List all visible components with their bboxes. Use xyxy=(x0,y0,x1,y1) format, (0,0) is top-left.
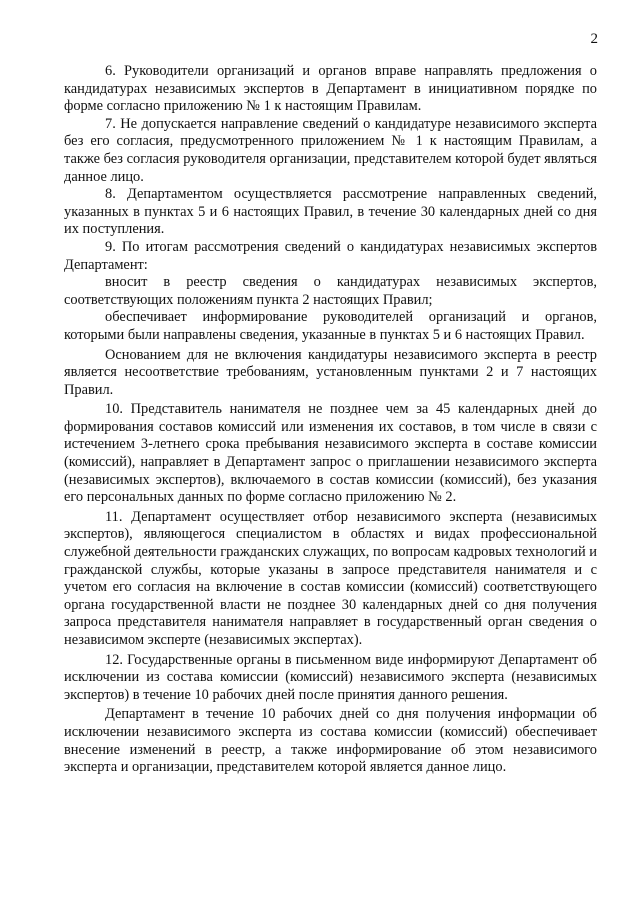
page-number: 2 xyxy=(590,31,598,47)
paragraph-item-12: 12. Государственные органы в письменном виде информируют Департамент об исключении из состава комиссии (комиссий) независимого эксперта (независимых экспертов) в течение 10 рабочих дней после принятия данного решения. xyxy=(64,651,597,703)
paragraph-item-9-sub-2: обеспечивает информирование руководителей организаций и органов, которыми были направлены сведения, указанные в пунктах 5 и 6 настоящих Правил. xyxy=(64,309,597,343)
paragraph-item-11: 11. Департамент осуществляет отбор независимого эксперта (независимых экспертов), являющегося специалистом в областях и видах профессиональной служебной деятельности гражданских служащих, по вопросам кадровых технологий и гражданской службы, которые указаны в запросе представителя нанимателя и с учетом его согласия на включение в состав комиссии (комиссий) соответствующего органа государственной власти не позднее 30 календарных дней со дня получения запроса представителя нанимателя направляет в государственный орган сведения о независимом эксперте (независимых экспертах). xyxy=(64,508,597,648)
paragraph-item-8: 8. Департаментом осуществляется рассмотрение направленных сведений, указанных в пунктах 5 и 6 настоящих Правил, в течение 30 календарных дней со дня их поступления. xyxy=(64,186,597,238)
document-body xyxy=(64,63,597,777)
paragraph-item-10: 10. Представитель нанимателя не позднее чем за 45 календарных дней до формирования составов комиссий или изменения их составов, в том числе в связи с истечением 3-летнего срока пребывания независимого эксперта в составе комиссии (комиссий), направляет в Департамент запрос о приглашении независимого эксперта (независимых экспертов), включаемого в состав комиссии (комиссий), без указания его персональных данных по форме согласно приложению № 2. xyxy=(64,401,597,506)
paragraph-item-9: 9. По итогам рассмотрения сведений о кандидатурах независимых экспертов Департамент: xyxy=(64,238,597,273)
paragraph-item-12-dept: Департамент в течение 10 рабочих дней со дня получения информации об исключении независимого эксперта из состава комиссии (комиссий) обеспечивает внесение изменений в реестр, а также информирование об этом независимого эксперта и организации, представителем которой является данное лицо. xyxy=(64,706,597,776)
paragraph-item-9-sub-1: вносит в реестр сведения о кандидатурах независимых экспертов, соответствующих положениям пункта 2 настоящих Правил; xyxy=(64,274,597,308)
paragraph-item-9-basis: Основанием для не включения кандидатуры независимого эксперта в реестр является несоответствие требованиям, установленным пунктами 2 и 7 настоящих Правил. xyxy=(64,346,597,398)
paragraph-item-6: 6. Руководители организаций и органов вправе направлять предложения о кандидатурах независимых экспертов в Департамент в инициативном порядке по форме согласно приложению № 1 к настоящим Правилам. xyxy=(64,63,597,115)
paragraph-item-7: 7. Не допускается направление сведений о кандидатуре независимого эксперта без его согласия, предусмотренного приложением № 1 к настоящим Правилам, а также без согласия руководителя организации, представителем которой будет являться данное лицо. xyxy=(64,115,597,185)
